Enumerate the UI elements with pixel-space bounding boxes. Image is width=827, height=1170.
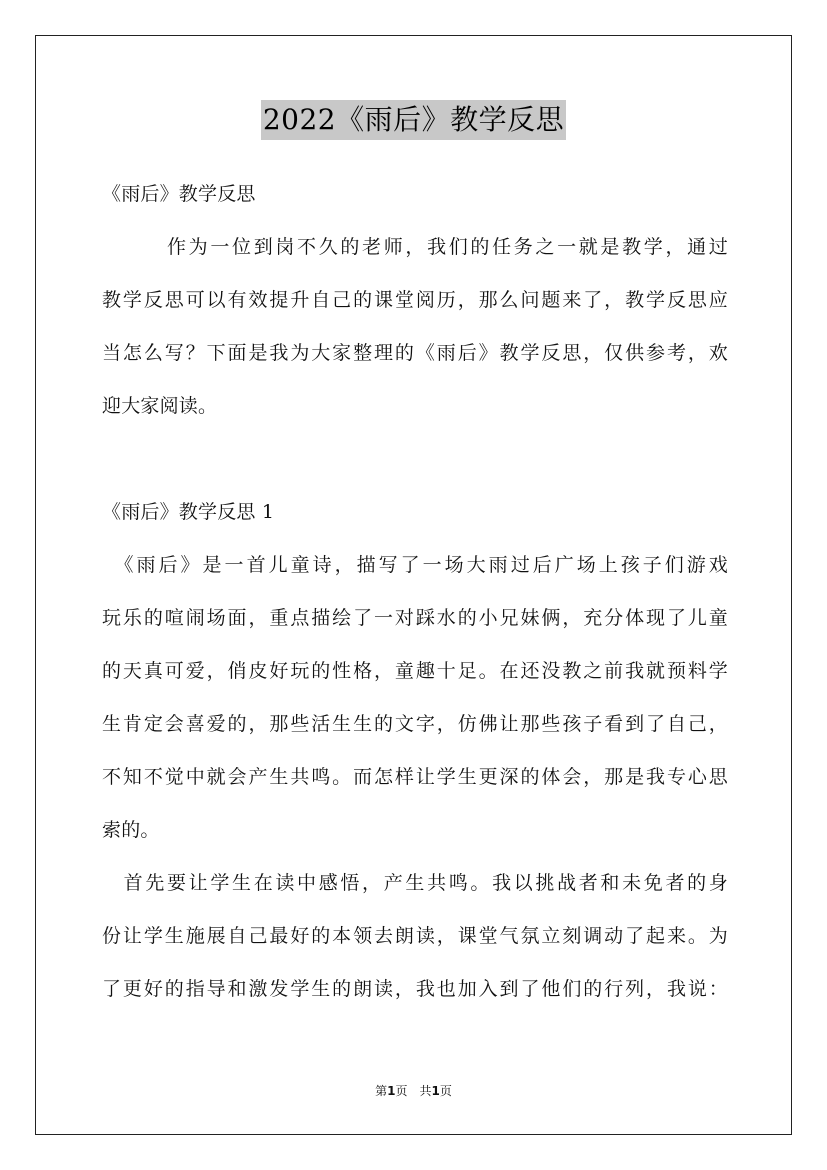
paragraph2-line-3: 了更好的指导和激发学生的朗读，我也加入到了他们的行列，我说： — [102, 978, 728, 1000]
paragraph1-line-5: 不知不觉中就会产生共鸣。而怎样让学生更深的体会，那是我专心思 — [102, 766, 728, 788]
document-title: 2022《雨后》教学反思 — [261, 100, 566, 140]
footer-page-total: 1 — [431, 1084, 440, 1098]
intro-line-1: 作为一位到岗不久的老师，我们的任务之一就是教学，通过 — [102, 236, 728, 258]
paragraph2-line-1: 首先要让学生在读中感悟，产生共鸣。我以挑战者和未免者的身 — [102, 872, 728, 894]
footer-page-suffix: 页 — [439, 1084, 452, 1098]
intro-line-2: 教学反思可以有效提升自己的课堂阅历，那么问题来了，教学反思应 — [102, 289, 728, 311]
paragraph1-line-6: 索的。 — [102, 819, 160, 841]
footer-page-current: 1 — [387, 1084, 396, 1098]
paragraph1-line-2: 玩乐的喧闹场面，重点描绘了一对踩水的小兄妹俩，充分体现了儿童 — [102, 607, 728, 629]
paragraph1-line-1: 《雨后》是一首儿童诗，描写了一场大雨过后广场上孩子们游戏 — [102, 554, 728, 576]
section-heading: 《雨后》教学反思 1 — [102, 501, 275, 523]
intro-line-4: 迎大家阅读。 — [102, 395, 218, 417]
blank-line — [102, 433, 728, 486]
page-footer — [0, 1082, 827, 1099]
footer-page-mid: 页 共 — [395, 1084, 432, 1098]
footer-page-prefix: 第 — [375, 1084, 388, 1098]
paragraph1-line-4: 生肯定会喜爱的，那些活生生的文字，仿佛让那些孩子看到了自己， — [102, 713, 728, 735]
paragraph2-line-2: 份让学生施展自己最好的本领去朗读，课堂气氛立刻调动了起来。为 — [102, 925, 728, 947]
heading: 《雨后》教学反思 — [102, 183, 256, 205]
paragraph1-line-3: 的天真可爱，俏皮好玩的性格，童趣十足。在还没教之前我就预料学 — [102, 660, 728, 682]
title-wrap — [0, 100, 827, 140]
intro-line-3: 当怎么写？下面是我为大家整理的《雨后》教学反思，仅供参考，欢 — [102, 342, 728, 364]
document-body — [102, 168, 728, 1016]
